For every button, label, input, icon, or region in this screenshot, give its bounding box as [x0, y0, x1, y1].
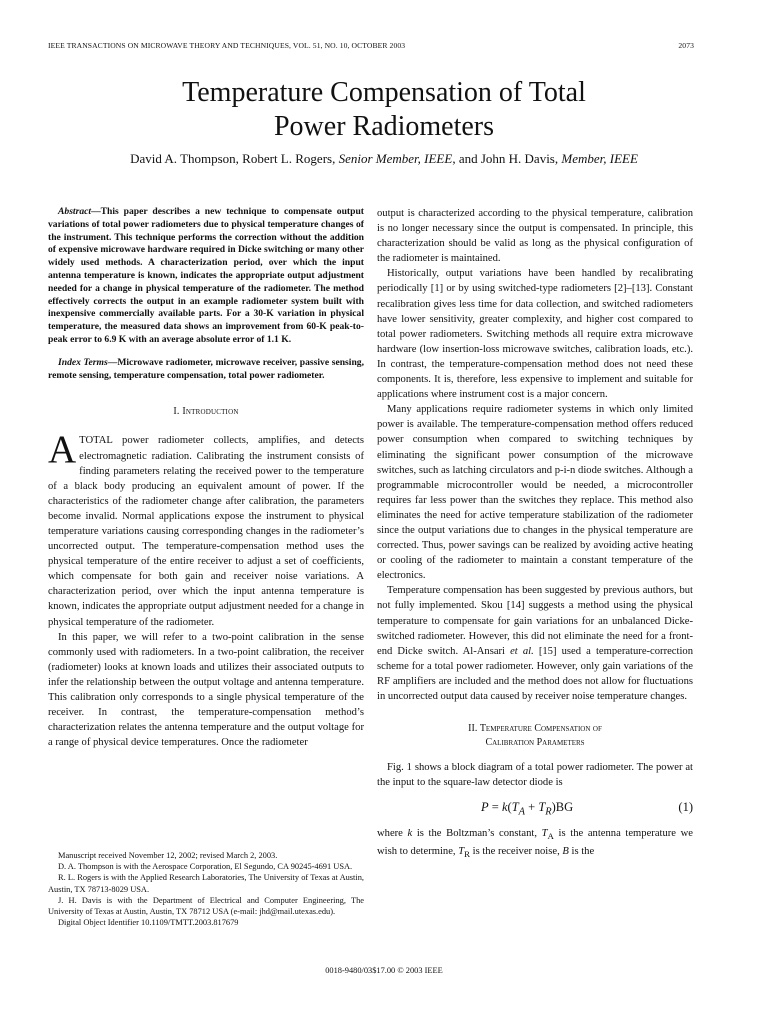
section-2-number: II. — [468, 723, 480, 735]
title-line-1: Temperature Compensation of Total — [182, 77, 586, 108]
author-role-2: Member, IEEE — [561, 151, 638, 166]
index-terms — [48, 357, 364, 383]
footnotes — [48, 850, 364, 928]
p2-ta-sub: A — [547, 831, 554, 842]
p2-text-a: where — [377, 828, 408, 840]
et-al: et al. — [510, 645, 534, 657]
equation-body — [481, 800, 573, 820]
running-header — [48, 41, 694, 50]
footnote-manuscript: Manuscript received November 12, 2002; revised March 2, 2003. — [58, 851, 278, 860]
eq-ta-sub: A — [518, 806, 525, 818]
intro-paragraph-3: output is characterized according to the physical temperature, calibration is no longer necessary since the output is compensated. In principle, this characterization should be valid as long as the physical configuration of the radiometer is maintained. — [377, 208, 693, 265]
intro-paragraph-6-text-b: [15] used a temperature-correction scheme for a total power radiometer. However, only gain variations of the RF amplifiers are included and the method does not allow for fluctuations in uncorrected output data caused by receiver noise temperature changes. — [377, 645, 693, 702]
author-role-1: Senior Member, IEEE — [338, 151, 453, 166]
section-2-title-line-1: Temperature Compensation of — [479, 723, 602, 735]
footnote-thompson: D. A. Thompson is with the Aerospace Corporation, El Segundo, CA 90245-4691 USA. — [58, 862, 353, 872]
intro-paragraph-6-text-a: Temperature compensation has been suggested by previous authors, but not fully implemented. Skou [14] suggests a method using the physical temperature to compensate for gain variations for an unbalanced Dicke-switched radiometer. However, this did not eliminate the need for a front-end Dicke switch. Al-Ansari — [377, 585, 693, 657]
equation-number: (1) — [678, 800, 693, 815]
eq-bg: BG — [555, 800, 574, 815]
section-2-title-line-2: Calibration Parameters — [485, 737, 585, 749]
copyright-line: 0018-9480/03$17.00 © 2003 IEEE — [325, 966, 443, 975]
section-2-heading-line-1 — [377, 722, 693, 736]
p2-ta: T — [541, 828, 548, 840]
left-column — [48, 206, 364, 750]
footnote-doi: Digital Object Identifier 10.1109/TMTT.2003.817679 — [58, 918, 239, 928]
journal-name: IEEE TRANSACTIONS ON MICROWAVE THEORY AND TECHNIQUES, VOL. 51, NO. 10, OCTOBER 2003 — [48, 41, 406, 50]
section-2-paragraph-1: Fig. 1 shows a block diagram of a total power radiometer. The power at the input to the square-law detector diode is — [377, 762, 693, 789]
author-names-1: David A. Thompson, Robert L. Rogers, — [130, 151, 339, 166]
right-column — [377, 206, 693, 863]
eq-k: k — [501, 800, 508, 815]
paper-title — [0, 76, 768, 144]
intro-paragraph-6 — [377, 583, 693, 704]
author-names-2: , and John H. Davis, — [452, 151, 562, 166]
p2-text-b: is the Boltzman’s constant, — [412, 828, 542, 840]
section-2-paragraph-2 — [377, 826, 693, 862]
abstract-text: —This paper describes a new technique to compensate output variations of total power radiometers due to physical temperature changes of the instrument. This technique performs the correction without the addition of expensive microwave hardware required in Dicke switching or many other widely used methods. A characterization period, over which the input antenna temperature is known, indicates the appropriate output adjustment needed for a change in physical temperature of the radiometer. The method effectively corrects the output in an example radiometer system built with inexpensive commercially available parts. For a 30-K variation in physical temperature, the measured data shows an improvement from 60-K peak-to-peak error to 6.9 K with an average absolute error of 1.1 K. — [48, 206, 364, 345]
intro-paragraph-1 — [48, 428, 364, 629]
title-line-2: Power Radiometers — [273, 111, 495, 142]
section-heading-introduction — [48, 404, 364, 419]
index-terms-lead: Index Terms — [58, 356, 108, 368]
drop-cap: A — [48, 428, 77, 472]
p2-tr-sub: R — [464, 849, 470, 860]
eq-tr: T — [538, 800, 546, 815]
abstract-lead: Abstract — [58, 206, 92, 217]
p2-text-d: is the receiver noise, — [470, 846, 563, 858]
equation-1 — [377, 794, 693, 820]
intro-paragraph-5: Many applications require radiometer systems in which only limited power is available. The temperature-compensation method offers reduced power consumption when compared to switching techniques by eliminating the significant power consumption of the microwave switches, such as latching circulators and p-i-n diode switches. Although a programmable microcontroller would be needed, a microcontroller requires far less power than the switches they replace. This method also eliminates the need for active temperature stabilization of the radiometer since the output variations due to changes in the physical temperature are corrected. Thus, power savings can be realized by avoiding active heating or cooling of the radiometer to maintain a constant temperature of the electronics. — [377, 404, 693, 582]
p2-k: k — [407, 828, 413, 840]
p2-text-c: is the antenna temperature we wish to determine, — [377, 828, 693, 858]
eq-power: P — [481, 800, 489, 815]
intro-paragraph-2: In this paper, we will refer to a two-point calibration in the sense commonly used with radiometers. In a two-point calibration, the receiver (radiometer) looks at known loads and utilizes their associated outputs to infer the relationship between the output voltage and antenna temperature. This calibration only corresponds to a single physical temperature of the receiver. In contrast, the temperature-compensation method’s characterization relates the antenna temperature and the output voltage for a range of physical device temperatures. Once the radiometer — [48, 631, 364, 749]
section-number: I. — [173, 406, 183, 418]
abstract — [48, 206, 364, 347]
section-heading-temperature-compensation — [377, 722, 693, 750]
page-number: 2073 — [678, 41, 694, 50]
footnote-rogers: R. L. Rogers is with the Applied Research Laboratories, The University of Texas at Austin, Austin, TX 78713-8029 USA. — [48, 873, 364, 894]
p2-b: B — [562, 846, 569, 858]
eq-tr-sub: R — [545, 806, 552, 818]
p2-text-e: is the — [568, 846, 595, 858]
index-terms-text: —Microwave radiometer, microwave receiver, passive sensing, remote sensing, temperature compensation, total power radiometer. — [48, 356, 364, 381]
footnote-davis: J. H. Davis is with the Department of Electrical and Computer Engineering, The University of Texas at Austin, Austin, TX 78712 USA (e-mail: jhd@mail.utexas.edu). — [48, 895, 364, 917]
eq-open-paren: ( — [507, 800, 512, 815]
section-title: Introduction — [182, 406, 239, 418]
author-line — [0, 151, 768, 167]
eq-ta: T — [511, 800, 519, 815]
p2-tr: T — [458, 846, 465, 858]
eq-plus: + — [525, 800, 539, 815]
intro-paragraph-1-text: TOTAL power radiometer collects, amplifies, and detects electromagnetic radiation. Calibrating the instrument consists of finding parameters relating the received power to the temperature of a black body producing an equivalent amount of power. If the characteristics of the radiometer change after calibration, the parameters become invalid. Normal applications expose the instrument to physical temperature variations causing corresponding changes in the radiometer’s uncorrected output. The temperature-compensation method uses the physical temperature of the entire receiver to adjust a set of coefficients, which compensate for both gain and receiver noise variations. A characterization period, over which the input antenna temperature is known, indicates the appropriate output adjustment needed for a change in physical temperature of the radiometer. — [48, 435, 364, 628]
intro-paragraph-4: Historically, output variations have been handled by recalibrating periodically [1] or by using switched-type radiometers [2]–[13]. Constant recalibration gives less time for data collection, and switched radiometers have lower sensitivity, greater complexity, and higher cost compared to total power radiometers. Switching methods all require extra microwave hardware (low insertion-loss microwave switches, calibration loads, etc.). In contrast, the temperature-compensation method does not need these components. It is, therefore, less expensive to implement and suitable for applications where instrument cost is a major concern. — [377, 268, 693, 401]
eq-equals: = — [488, 800, 502, 815]
eq-close-paren: ) — [551, 800, 556, 815]
